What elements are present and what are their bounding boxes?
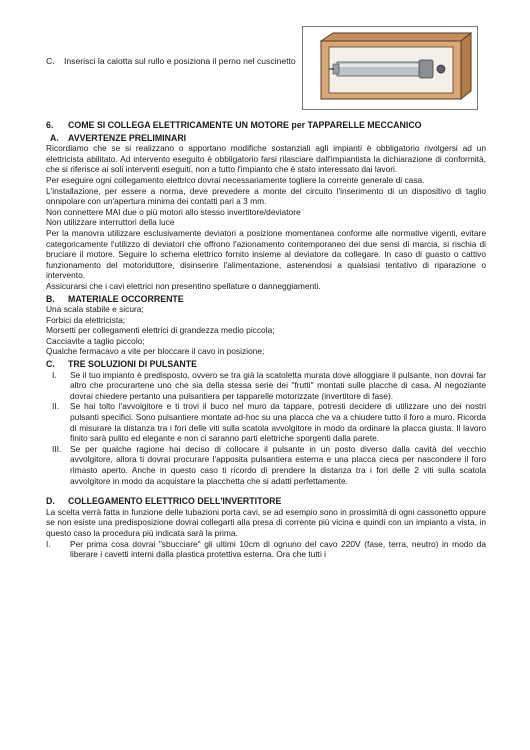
list-item: Una scala stabile e sicura; [46, 304, 144, 315]
motor-bracket [437, 65, 445, 73]
subsection-d-letter: D. [46, 496, 55, 507]
section-6-title: COME SI COLLEGA ELETTRICAMENTE UN MOTORE per TAPPARELLE MECCANICO [68, 120, 422, 130]
paragraph: L'installazione, per essere a norma, deve prevedere a monte del circuito l'inserimento di un dispositivo di taglio onnipolare con un'apertura minima dei contatti pari a 3 mm. [46, 185, 486, 207]
section-6-heading [46, 120, 486, 131]
list-item [46, 370, 486, 402]
motor-tube-drawing [303, 27, 477, 109]
list-item-text: Se per qualche ragione hai deciso di collocare il pulsante in un posto diverso dalla cavità del vecchio avvolgitore, allora ti dovrai procurare l'apposita pulsantiera esterna e una placca cieca per nascondere il foro rimasto aperto. Anche in questo caso ti ricordo di prendere la distanza tra i fori delle 2 viti sulla scatola avvolgitore in modo da acquistare la placchetta che si adatti perfettamente. [70, 443, 486, 486]
intro-item-text: Inserisci la calotta sul rullo e posiziona il perno nel cuscinetto [64, 56, 296, 66]
subsection-c-title: TRE SOLUZIONI DI PULSANTE [68, 359, 198, 370]
list-item-number: III. [52, 443, 62, 454]
paragraph: Ricordiamo che se si realizzano o apportano modifiche sostanziali agli impianti è obbligatorio rivolgersi ad un elettricista abilitato. Ad intervento eseguito è obbligatorio farsi rilasciare dall'impiantista la dichiarazione di conformità, che si riferisce ai soli interventi eseguiti, non a tutto l'impianto che è stato interessato dai lavori. [46, 143, 486, 175]
document-body [46, 120, 486, 560]
paragraph: La scelta verrà fatta in funzione delle tubazioni porta cavi, se ad esempio sono in prossimità di ogni cassonetto oppure se non esiste una predisposizione dovrai collegarti alla presa di corrente più vicina e quindi con un impianto a vista, in questo caso la procedura più indicata sarà la prima. [46, 506, 486, 538]
list-item: Forbici da elettricista; [46, 314, 126, 325]
subsection-d-heading [46, 496, 486, 507]
list-item-number: I. [52, 369, 57, 380]
roller-box-top [321, 33, 471, 41]
list-item [46, 539, 486, 560]
subsection-b-heading [46, 294, 486, 305]
section-6-number: 6. [46, 120, 54, 130]
intro-item-label: C. [46, 56, 55, 66]
subsection-c-letter: C. [46, 359, 55, 370]
paragraph: Assicurarsi che i cavi elettrici non presentino spellature o danneggiamenti. [46, 280, 321, 291]
list-item-text: Per prima cosa dovrai "sbucciare" gli ultimi 10cm di ognuno del cavo 220V (fase, terra, neutro) in modo da liberare i cavetti interni dalla plastica protettiva esterna. Ora che tutti i [70, 538, 486, 560]
subsection-a-heading [46, 133, 486, 144]
roller-box-side [461, 33, 471, 99]
list-item-text: Se hai tolto l'avvolgitore e ti trovi il buco nel muro da tappare, potresti decidere di utilizzare uno dei nostri pulsanti specifici. Sono pulsantiere montate ad-hoc su una placca che va a chiudere tutto il foro a muro. Ricorda di misurare la distanza tra i fori delle viti sulla scatola avvolgitore in modo da ordinare la placca giusta. Il lavoro finito sarà pulito ed elegante e non ci saranno parti elettriche sporgenti dalla parete. [70, 401, 486, 444]
list-item: Qualche fermacavo a vite per bloccare il cavo in posizione; [46, 346, 265, 357]
list-item [46, 444, 486, 486]
subsection-c-heading [46, 359, 486, 370]
subsection-d-title: COLLEGAMENTO ELETTRICO DELL'INVERTITORE [68, 496, 282, 507]
subsection-a-letter: A. [50, 132, 59, 143]
list-item [46, 401, 486, 443]
paragraph: Non utilizzare interruttori della luce [46, 217, 175, 228]
paragraph: Per la manovra utilizzare esclusivamente deviatori a posizione momentanea conforme alle normative vigenti, evitare categoricamente l'utilizzo di deviatori che offrono l'azionamento contemporaneo dei due sensi di marcia, si rischia di bruciare il motore. Seguire lo schema elettrico fornito insieme al deviatore da collegare. In caso di guasto o cattivo funzionamento del motoriduttore, disinserire l'alimentazione, astenendosi a qualsiasi tentativo di riparazione o intervento. [46, 227, 486, 281]
list-item: Morsetti per collegamenti elettrici di grandezza medio piccola; [46, 325, 275, 336]
paragraph: Per eseguire ogni collegamento elettrico dovrai necessariamente togliere la corrente generale di casa. [46, 174, 425, 185]
intro-item [46, 56, 316, 67]
subsection-a-title: AVVERTENZE PRELIMINARI [68, 132, 187, 143]
subsection-b-title: MATERIALE OCCORRENTE [68, 293, 184, 304]
tube-highlight [337, 64, 431, 67]
list-item-number: I. [46, 538, 51, 549]
subsection-b-letter: B. [46, 293, 55, 304]
list-item-number: II. [52, 401, 59, 412]
motor-head [419, 60, 433, 78]
list-item-text: Se il tuo impianto è predisposto, ovvero se tra già la scatoletta murata dove alloggiare il pulsante, non dovrai far altro che procurartene uno che sia della stessa serie dei "frutti" montati sulle placche di casa. Al negoziante dovrai chiedere pertanto una pulsantiera per tapparelle motorizzate (invertitore di fase). [70, 369, 486, 401]
list-item: Cacciavite a taglio piccolo; [46, 335, 145, 346]
paragraph: Non connettere MAI due o più motori allo stesso invertitore/deviatore [46, 206, 301, 217]
motor-tube-illustration [302, 26, 478, 110]
